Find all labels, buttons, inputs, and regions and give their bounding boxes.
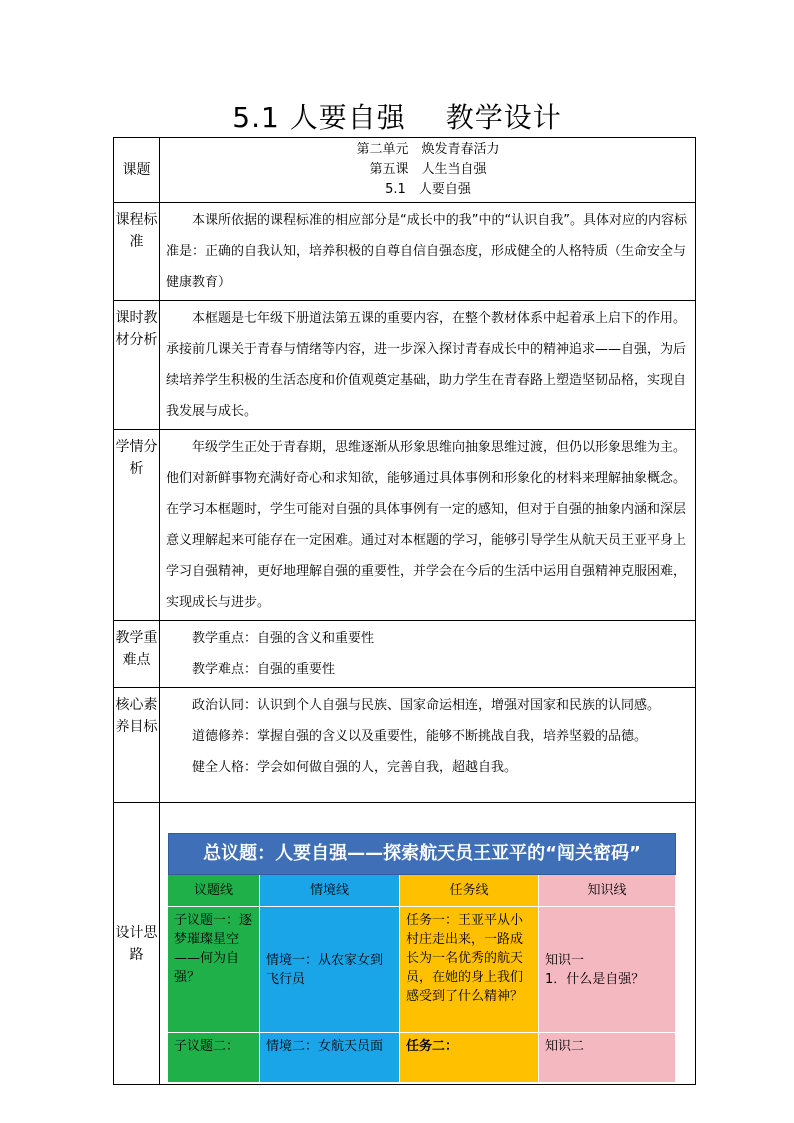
row-key bbox=[114, 621, 696, 688]
goal-political: 政治认同：认识到个人自强与民族、国家命运相连，增强对国家和民族的认同感。 bbox=[192, 698, 661, 713]
goal-moral: 道德修养：掌握自强的含义以及重要性，能够不断挑战自我，培养坚毅的品德。 bbox=[192, 729, 648, 744]
knowledge-1 bbox=[539, 907, 676, 1033]
content-design bbox=[160, 803, 696, 1085]
design-row-1 bbox=[168, 907, 676, 1033]
key-difficulty: 教学难点：自强的重要性 bbox=[192, 662, 336, 677]
topic-section: 5.1 人要自强 bbox=[385, 182, 471, 197]
learner-text: 年级学生正处于青春期，思维逐渐从形象思维向抽象思维过渡，但仍以形象思维为主。他们对新鲜事物充满好奇心和求知欲，能够通过具体事例和形象化的材料来理解抽象概念。在学习本框题时，学生可能对自强的具体事例有一定的感知，但对于自强的抽象内涵和深层意义理解起来可能存在一定困难。通过对本框题的学习，能够引导学生从航天员王亚平身上学习自强精神，更好地理解自强的重要性，并学会在今后的生活中运用自强精神克服困难，实现成长与进步。 bbox=[166, 440, 687, 610]
row-analysis bbox=[114, 301, 696, 430]
topic-lesson: 第五课 人生当自强 bbox=[369, 162, 487, 177]
row-design bbox=[114, 803, 696, 1085]
label-key: 教学重难点 bbox=[114, 621, 160, 688]
row-topic bbox=[114, 138, 696, 203]
title-right: 教学设计 bbox=[445, 101, 562, 134]
knowledge-2: 知识二 bbox=[539, 1033, 676, 1083]
content-learner bbox=[160, 430, 696, 621]
task-2: 任务二： bbox=[400, 1033, 539, 1083]
task-1: 任务一：王亚平从小村庄走出来，一路成长为一名优秀的航天员，在她的身上我们感受到了什么精神？ bbox=[400, 907, 539, 1033]
issue-1: 子议题一：逐梦璀璨星空——何为自强？ bbox=[168, 907, 260, 1033]
analysis-text: 本框题是七年级下册道法第五课的重要内容，在整个教材体系中起着承上启下的作用。承接前几课关于青春与情绪等内容，进一步深入探讨青春成长中的精神追求——自强，为后续培养学生积极的生活态度和价值观奠定基础，助力学生在青春路上塑造坚韧品格，实现自我发展与成长。 bbox=[166, 311, 687, 419]
header-issue: 议题线 bbox=[168, 875, 260, 907]
content-standard bbox=[160, 203, 696, 301]
scene-2: 情境二：女航天员面 bbox=[260, 1033, 400, 1083]
content-topic bbox=[160, 138, 696, 203]
knowledge-1-item: 1．什么是自强？ bbox=[545, 971, 645, 987]
label-goals: 核心素养目标 bbox=[114, 688, 160, 803]
row-standard bbox=[114, 203, 696, 301]
lesson-plan-table bbox=[113, 137, 696, 1085]
label-topic: 课题 bbox=[114, 138, 160, 203]
label-standard: 课程标准 bbox=[114, 203, 160, 301]
design-diagram bbox=[168, 833, 676, 1083]
header-scene: 情境线 bbox=[260, 875, 400, 907]
goal-personality: 健全人格：学会如何做自强的人，完善自我，超越自我。 bbox=[192, 760, 518, 775]
issue-2: 子议题二： bbox=[168, 1033, 260, 1083]
row-learner bbox=[114, 430, 696, 621]
label-learner: 学情分析 bbox=[114, 430, 160, 621]
row-goals bbox=[114, 688, 696, 803]
content-goals bbox=[160, 688, 696, 803]
knowledge-1-title: 知识一 bbox=[545, 952, 585, 968]
scene-1: 情境一：从农家女到飞行员 bbox=[260, 907, 400, 1033]
design-header-row bbox=[168, 875, 676, 907]
title-left: 5.1 人要自强 bbox=[232, 101, 406, 134]
content-key bbox=[160, 621, 696, 688]
label-design: 设计思路 bbox=[114, 803, 160, 1085]
label-analysis: 课时教材分析 bbox=[114, 301, 160, 430]
header-knowledge: 知识线 bbox=[539, 875, 676, 907]
content-analysis bbox=[160, 301, 696, 430]
document-title bbox=[0, 96, 794, 136]
design-row-2 bbox=[168, 1033, 676, 1083]
key-focus: 教学重点：自强的含义和重要性 bbox=[192, 631, 375, 646]
header-task: 任务线 bbox=[400, 875, 539, 907]
standard-text: 本课所依据的课程标准的相应部分是“成长中的我”中的“认识自我”。具体对应的内容标准是：正确的自我认知，培养积极的自尊自信自强态度，形成健全的人格特质（生命安全与健康教育） bbox=[166, 213, 687, 290]
design-banner: 总议题：人要自强——探索航天员王亚平的“闯关密码” bbox=[168, 833, 676, 875]
topic-unit: 第二单元 焕发青春活力 bbox=[356, 142, 500, 157]
